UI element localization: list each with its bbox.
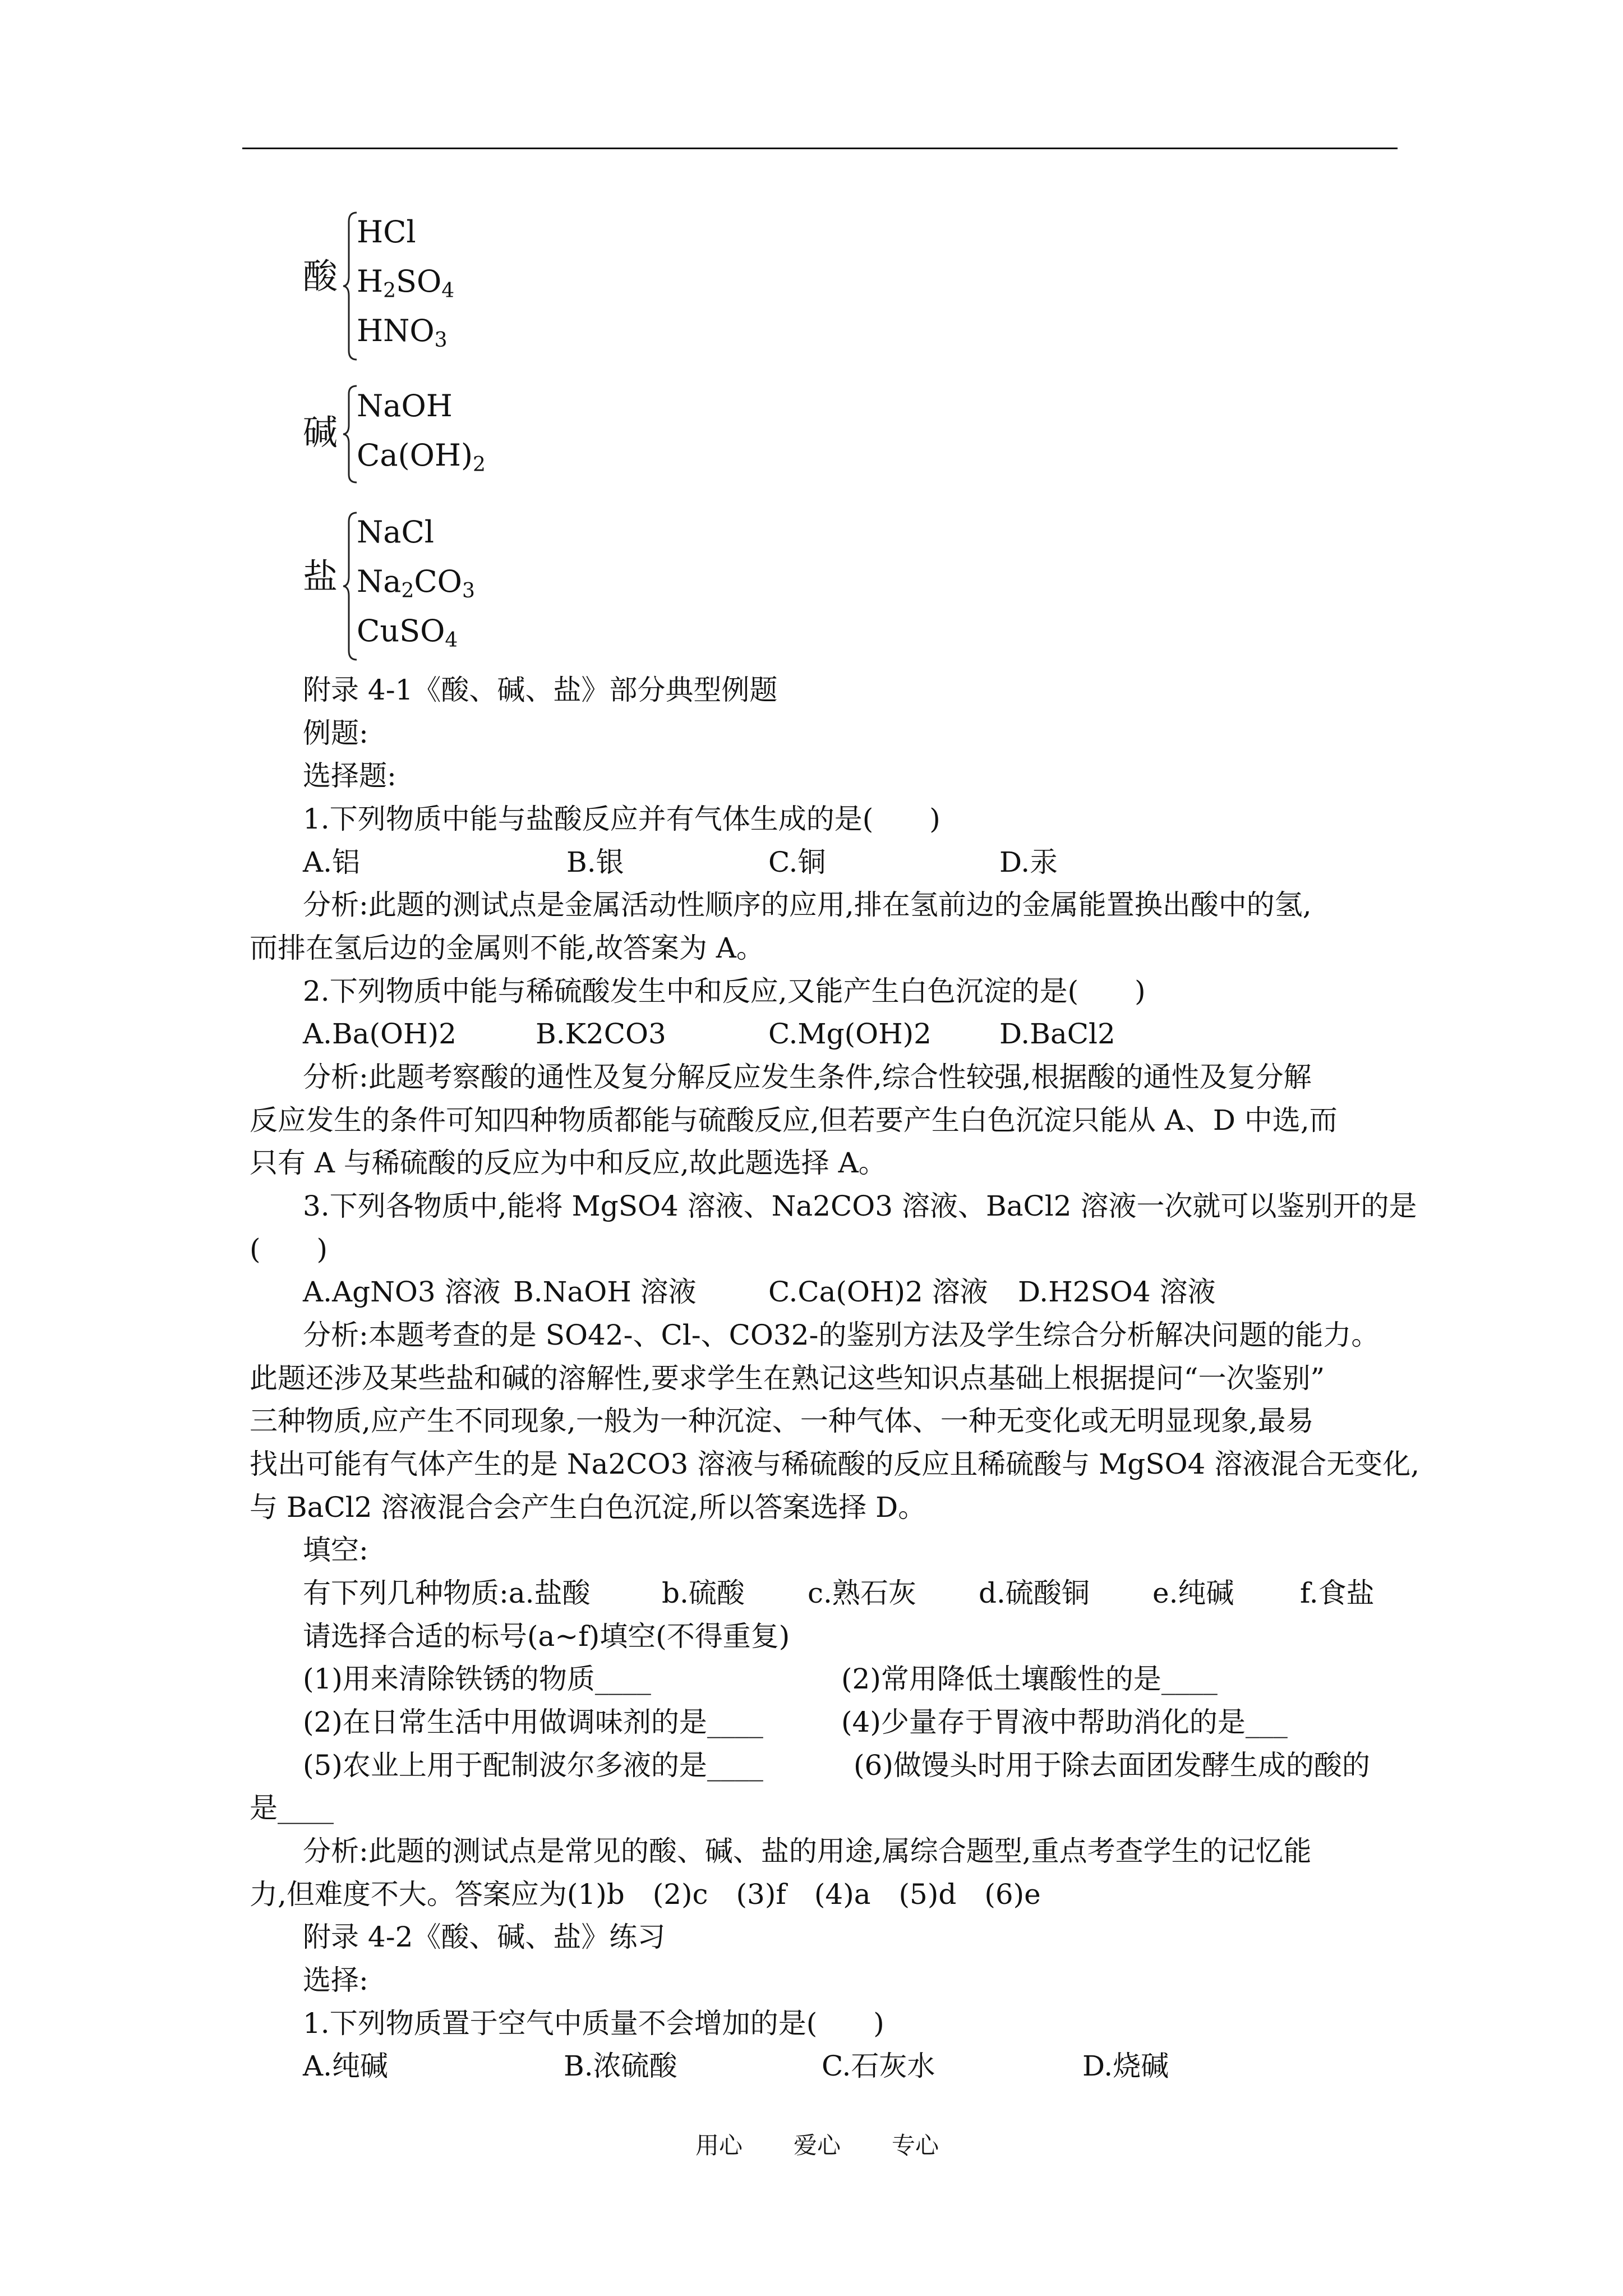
base-item-caoh2: $Ca(OH)_2$ [357,438,486,476]
salt-label: 盐 [303,556,338,597]
appendix-4-2-heading: 附录 4-2《酸、碱、盐》练习 [303,1921,666,1953]
q2-option-d: D.BaCl2 [999,1018,1115,1050]
q1-option-b: B.银 [566,846,624,878]
question-2: 2.下列物质中能与稀硫酸发生中和反应,又能产生白色沉淀的是( ) [303,975,1146,1007]
acid-item-h2so4: $H_2SO_4$ [357,264,455,302]
fill-item-5: (5)农业上用于配制波尔多液的是____ [303,1749,763,1782]
fill-item-2a: (2)常用降低土壤酸性的是____ [841,1663,1218,1695]
substance-list-b: b.硫酸 [662,1577,745,1609]
footer-text-3: 专心 [892,2132,939,2159]
section-choice-2: 选择: [303,1964,368,1996]
q1-option-c: C.铜 [768,846,826,878]
ex-q1-option-d: D.烧碱 [1082,2050,1169,2082]
ex-q1-option-c: C.石灰水 [822,2050,935,2082]
fill-item-1: (1)用来清除铁锈的物质____ [303,1663,651,1695]
substance-list-e: e.纯碱 [1152,1577,1234,1609]
salt-item-nacl: NaCl [357,514,435,550]
question-3-bracket: ( ) [250,1233,328,1266]
appendix-4-1-heading: 附录 4-1《酸、碱、盐》部分典型例题 [303,674,778,706]
base-item-naoh: NaOH [357,388,453,424]
analysis-3-line-1: 分析:本题考查的是 SO42-、Cl-、CO32-的鉴别方法及学生综合分析解决问题的能力。 [303,1319,1380,1351]
analysis-2-line-2: 反应发生的条件可知四种物质都能与硫酸反应,但若要产生白色沉淀只能从 A、D 中选,而 [250,1104,1338,1137]
fill-item-6: (6)做馒头时用于除去面团发酵生成的酸的 [854,1749,1370,1782]
q2-option-a: A.Ba(OH)2 [303,1018,457,1050]
ex-q1-option-a: A.纯碱 [303,2050,389,2082]
acid-item-hno3: $HNO_3$ [357,313,448,352]
analysis-3-line-5: 与 BaCl2 溶液混合会产生白色沉淀,所以答案选择 D。 [250,1491,926,1524]
analysis-4-line-1: 分析:此题的测试点是常见的酸、碱、盐的用途,属综合题型,重点考查学生的记忆能 [303,1835,1312,1867]
footer-text-1: 用心 [695,2132,743,2159]
question-1: 1.下列物质中能与盐酸反应并有气体生成的是( ) [303,803,940,835]
ex-q1-option-b: B.浓硫酸 [564,2050,677,2082]
q3-option-b: B.NaOH 溶液 [513,1276,697,1308]
fill-item-4: (4)少量存于胃液中帮助消化的是___ [841,1706,1288,1738]
fill-instruction: 请选择合适的标号(a~f)填空(不得重复) [303,1620,790,1653]
acid-label: 酸 [303,256,338,297]
fill-item-2b: (2)在日常生活中用做调味剂的是____ [303,1706,763,1738]
substance-list-c: c.熟石灰 [808,1577,916,1609]
analysis-3-line-2: 此题还涉及某些盐和碱的溶解性,要求学生在熟记这些知识点基础上根据提问“一次鉴别” [250,1362,1325,1395]
section-choice: 选择题: [303,760,396,792]
substance-list-a: 有下列几种物质:a.盐酸 [303,1577,591,1609]
q2-option-c: C.Mg(OH)2 [768,1018,932,1050]
analysis-3-line-3: 三种物质,应产生不同现象,一般为一种沉淀、一种气体、一种无变化或无明显现象,最易 [250,1405,1314,1437]
substance-list-d: d.硫酸铜 [979,1577,1090,1609]
analysis-2-line-3: 只有 A 与稀硫酸的反应为中和反应,故此题选择 A。 [250,1147,887,1179]
analysis-1-line-2: 而排在氢后边的金属则不能,故答案为 A。 [250,932,764,964]
example-label: 例题: [303,717,368,749]
analysis-4-line-2: 力,但难度不大。答案应为(1)b (2)c (3)f (4)a (5)d (6)e [250,1878,1041,1911]
question-3: 3.下列各物质中,能将 MgSO4 溶液、Na2CO3 溶液、BaCl2 溶液一次就可以鉴别开的是 [303,1190,1417,1222]
footer-text-2: 爱心 [794,2132,841,2159]
q3-option-d: D.H2SO4 溶液 [1018,1276,1216,1308]
base-label: 碱 [303,412,338,453]
acid-item-hcl: HCl [357,214,416,250]
q1-option-d: D.汞 [999,846,1058,878]
exercise-question-1: 1.下列物质置于空气中质量不会增加的是( ) [303,2007,884,2040]
salt-item-na2co3: $Na_2CO_3$ [357,564,475,602]
fill-item-6-cont: 是____ [250,1792,334,1824]
section-fill-in: 填空: [303,1534,368,1566]
q2-option-b: B.K2CO3 [536,1018,666,1050]
salt-item-cuso4: CuSO$_4$ [357,613,458,652]
header-rule [242,148,1398,149]
analysis-2-line-1: 分析:此题考察酸的通性及复分解反应发生条件,综合性较强,根据酸的通性及复分解 [303,1061,1312,1093]
q3-option-c: C.Ca(OH)2 溶液 [768,1276,988,1308]
q3-option-a: A.AgNO3 溶液 [303,1276,501,1308]
q1-option-a: A.铝 [303,846,361,878]
substance-list-f: f.食盐 [1300,1577,1375,1609]
analysis-1-line-1: 分析:此题的测试点是金属活动性顺序的应用,排在氢前边的金属能置换出酸中的氢, [303,889,1312,921]
analysis-3-line-4: 找出可能有气体产生的是 Na2CO3 溶液与稀硫酸的反应且稀硫酸与 MgSO4 溶液混合无变化, [250,1448,1420,1480]
